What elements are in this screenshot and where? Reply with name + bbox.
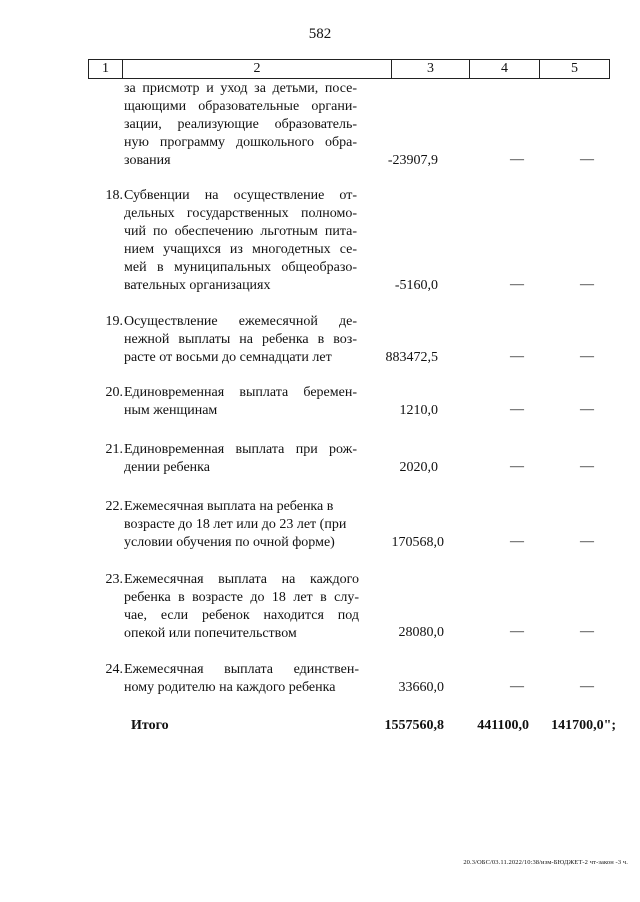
document-footer: 20.3/ОБС/03.11.2022/10:38/изм-БЮДЖЕТ-2 чт-закон -3 ч.: [463, 859, 628, 866]
row-number: 22.: [105, 499, 123, 514]
col4-value: —: [510, 152, 524, 167]
col5-value: —: [580, 402, 594, 417]
col3-value: 33660,0: [398, 680, 444, 695]
total-col3: 1557560,8: [384, 718, 444, 733]
col3-value: 2020,0: [399, 460, 438, 475]
col3-value: 28080,0: [398, 625, 444, 640]
desc-line: нием учащихся из многодетных се-: [124, 242, 357, 257]
desc-line: вательных организациях: [124, 278, 271, 293]
row-number: 20.: [105, 385, 123, 400]
col3-value: 170568,0: [391, 535, 444, 550]
desc-line: Единовременная выплата при рож-: [124, 442, 357, 457]
desc-line: зации, реализующие образователь-: [124, 117, 357, 132]
desc-line: условии обучения по очной форме): [124, 535, 335, 550]
desc-line: расте от восьми до семнадцати лет: [124, 350, 332, 365]
col5-value: —: [580, 277, 594, 292]
col5-value: —: [580, 624, 594, 639]
desc-line: за присмотр и уход за детьми, посе-: [124, 81, 357, 96]
desc-line: щающими образовательные органи-: [124, 99, 357, 114]
col3-value: -23907,9: [387, 153, 438, 168]
total-col5: 141700,0";: [551, 718, 616, 733]
row-number: 21.: [105, 442, 123, 457]
desc-line: чае, если ребенок находится под: [124, 608, 359, 623]
desc-line: Ежемесячная выплата единствен-: [124, 662, 359, 677]
row-number: 19.: [105, 314, 123, 329]
desc-line: опекой или попечительством: [124, 626, 297, 641]
row-number: 18.: [105, 188, 123, 203]
row-number: 24.: [105, 662, 123, 677]
desc-line: нежной выплаты на ребенка в воз-: [124, 332, 357, 347]
page-number: 582: [308, 26, 332, 42]
row-description: [124, 384, 357, 420]
desc-line: Ежемесячная выплата на каждого: [124, 572, 359, 587]
desc-line: ным женщинам: [124, 403, 218, 418]
col3-value: -5160,0: [394, 278, 438, 293]
col5-value: —: [580, 152, 594, 167]
col4-value: —: [510, 534, 524, 549]
row-description: [124, 80, 357, 170]
col4-value: —: [510, 402, 524, 417]
desc-line: мей в муниципальных общеобразо-: [124, 260, 357, 275]
desc-line: зования: [124, 153, 171, 168]
header-cell-5: 5: [539, 60, 609, 78]
desc-line: дении ребенка: [124, 460, 210, 475]
col5-value: —: [580, 534, 594, 549]
row-description: [124, 313, 357, 367]
row-description: [124, 571, 359, 643]
desc-line: ную программу дошкольного обра-: [124, 135, 357, 150]
col4-value: —: [510, 277, 524, 292]
row-description: [124, 661, 359, 697]
col3-value: 883472,5: [385, 350, 438, 365]
header-cell-4: 4: [469, 60, 539, 78]
desc-line: Ежемесячная выплата на ребенка в: [124, 499, 334, 514]
row-description: [124, 498, 364, 552]
row-number: 23.: [105, 572, 123, 587]
table-header-row: [88, 59, 610, 79]
desc-line: Единовременная выплата беремен-: [124, 385, 357, 400]
row-description: [124, 187, 357, 295]
desc-line: возрасте до 18 лет или до 23 лет (при: [124, 517, 347, 532]
header-cell-3: 3: [391, 60, 469, 78]
total-label: Итого: [131, 718, 169, 733]
header-cell-2: 2: [122, 60, 391, 78]
col5-value: —: [580, 349, 594, 364]
col4-value: —: [510, 459, 524, 474]
col5-value: —: [580, 459, 594, 474]
col4-value: —: [510, 679, 524, 694]
desc-line: чий по обеспечению льготным пита-: [124, 224, 357, 239]
desc-line: дельных государственных полномо-: [124, 206, 357, 221]
desc-line: Субвенции на осуществление от-: [124, 188, 357, 203]
desc-line: Осуществление ежемесячной де-: [124, 314, 357, 329]
header-cell-1: 1: [102, 61, 109, 76]
col4-value: —: [510, 624, 524, 639]
desc-line: ному родителю на каждого ребенка: [124, 680, 336, 695]
desc-line: ребенка в возрасте до 18 лет в слу-: [124, 590, 359, 605]
total-col4: 441100,0: [477, 718, 529, 733]
col3-value: 1210,0: [399, 403, 438, 418]
col4-value: —: [510, 349, 524, 364]
col5-value: —: [580, 679, 594, 694]
row-description: [124, 441, 357, 477]
